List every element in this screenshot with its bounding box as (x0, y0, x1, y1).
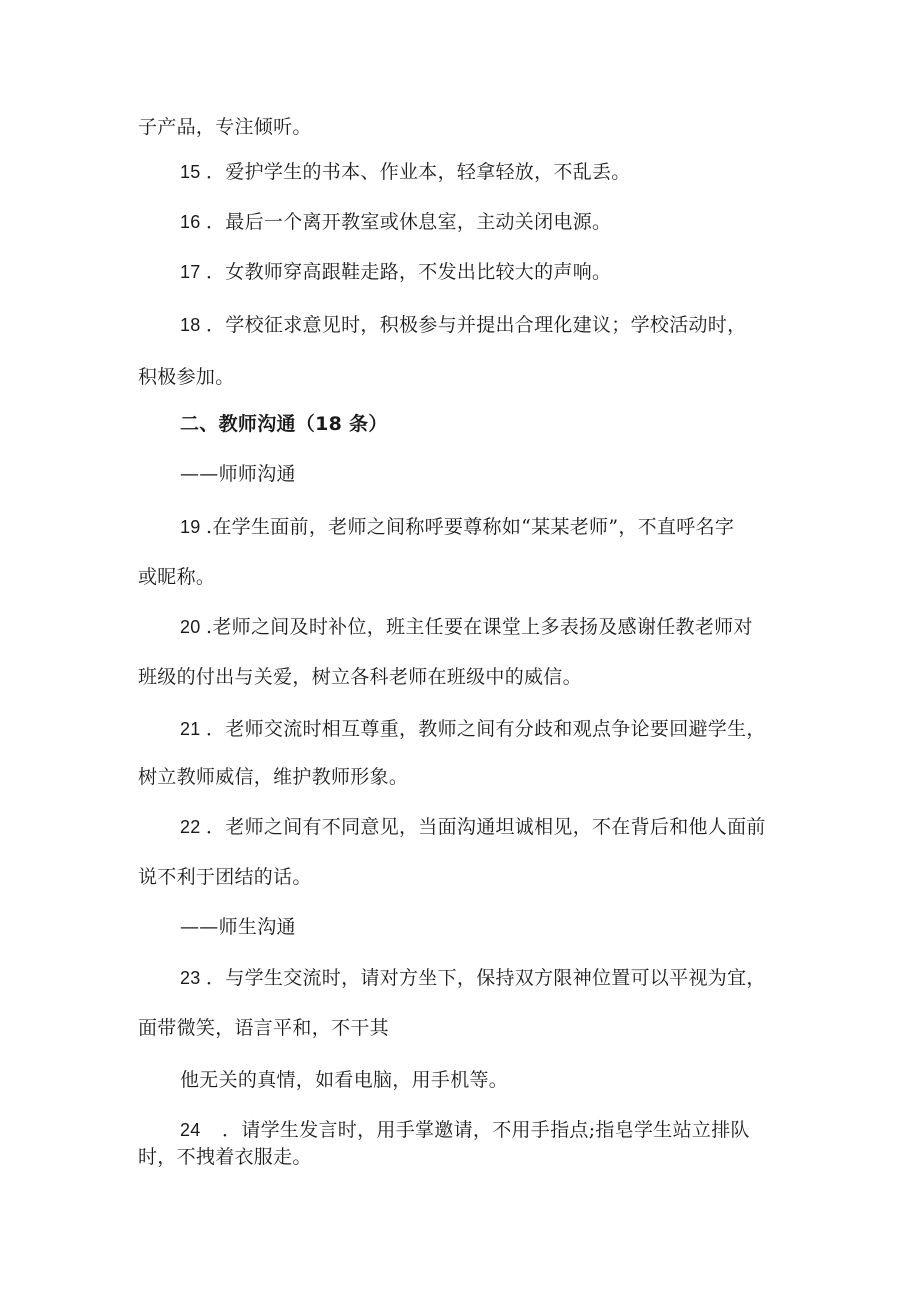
text-line (138, 765, 408, 789)
text-line (138, 365, 235, 389)
subsection-text: ——师师沟通 (180, 463, 296, 485)
list-item (180, 966, 766, 990)
list-item (180, 815, 766, 839)
item-number: 20 (180, 617, 201, 637)
item-text: ．老师之间有不同意见，当面沟通坦诚相见，不在背后和他人面前 (206, 816, 766, 838)
item-text: ．请学生发言时，用手掌邀请，不用手指点;指皂学生站立排队 (222, 1119, 750, 1141)
heading-text: 二、教师沟通（18 条） (180, 413, 388, 435)
text-line (138, 115, 312, 139)
list-item (180, 260, 611, 284)
line-text: 或昵称。 (138, 566, 216, 588)
item-text: .老师之间及时补位，班主任要在课堂上多表扬及感谢任教老师对 (206, 616, 753, 638)
list-item (180, 313, 746, 337)
item-text: .在学生面前，老师之间称呼要尊称如“某某老师”，不直呼名字 (206, 516, 735, 538)
line-text: 子产品，专注倾听。 (138, 116, 312, 138)
text-line (138, 565, 215, 589)
item-number: 18 (180, 315, 201, 335)
item-number: 15 (180, 162, 201, 182)
item-number: 19 (180, 517, 201, 537)
line-text: 说不利于团结的话。 (138, 866, 312, 888)
subsection-text: ——师生沟通 (180, 916, 296, 938)
item-text: ．与学生交流时，请对方坐下，保持双方限神位置可以平视为宜， (206, 967, 766, 989)
item-text: ．学校征求意见时，积极参与并提出合理化建议；学校活动时， (206, 314, 747, 336)
item-number: 23 (180, 968, 201, 988)
subsection-heading (180, 462, 296, 486)
line-text: 树立教师威信，维护教师形象。 (138, 766, 409, 788)
item-text: ．最后一个离开教室或休息室，主动关闭电源。 (206, 211, 612, 233)
item-number: 17 (180, 262, 201, 282)
subsection-heading (180, 915, 296, 939)
text-line (138, 1145, 312, 1169)
line-text: 班级的付出与关爱，树立各科老师在班级中的威信。 (138, 666, 582, 688)
item-text: ．爱护学生的书本、作业本，轻拿轻放，不乱丢。 (206, 161, 631, 183)
list-item (180, 615, 753, 639)
text-line (138, 1016, 389, 1040)
list-item (180, 1118, 750, 1142)
item-text: ．老师交流时相互尊重，教师之间有分歧和观点争论要回避学生， (206, 718, 766, 740)
text-line (138, 865, 312, 889)
line-text: 面带微笑，语言平和，不干其 (138, 1017, 389, 1039)
list-item (180, 210, 611, 234)
list-item (180, 160, 631, 184)
list-item (180, 717, 766, 741)
line-text: 积极参加。 (138, 366, 235, 388)
item-number: 24 (180, 1120, 201, 1140)
item-number: 22 (180, 817, 201, 837)
section-heading (180, 412, 388, 436)
list-item (180, 515, 734, 539)
line-text: 他无关的真情，如看电脑，用手机等。 (180, 1069, 509, 1091)
text-line (138, 665, 582, 689)
text-line (180, 1068, 508, 1092)
item-number: 16 (180, 212, 201, 232)
line-text: 时，不拽着衣服走。 (138, 1146, 312, 1168)
item-number: 21 (180, 719, 201, 739)
item-text: ．女教师穿高跟鞋走路，不发出比较大的声响。 (206, 261, 612, 283)
